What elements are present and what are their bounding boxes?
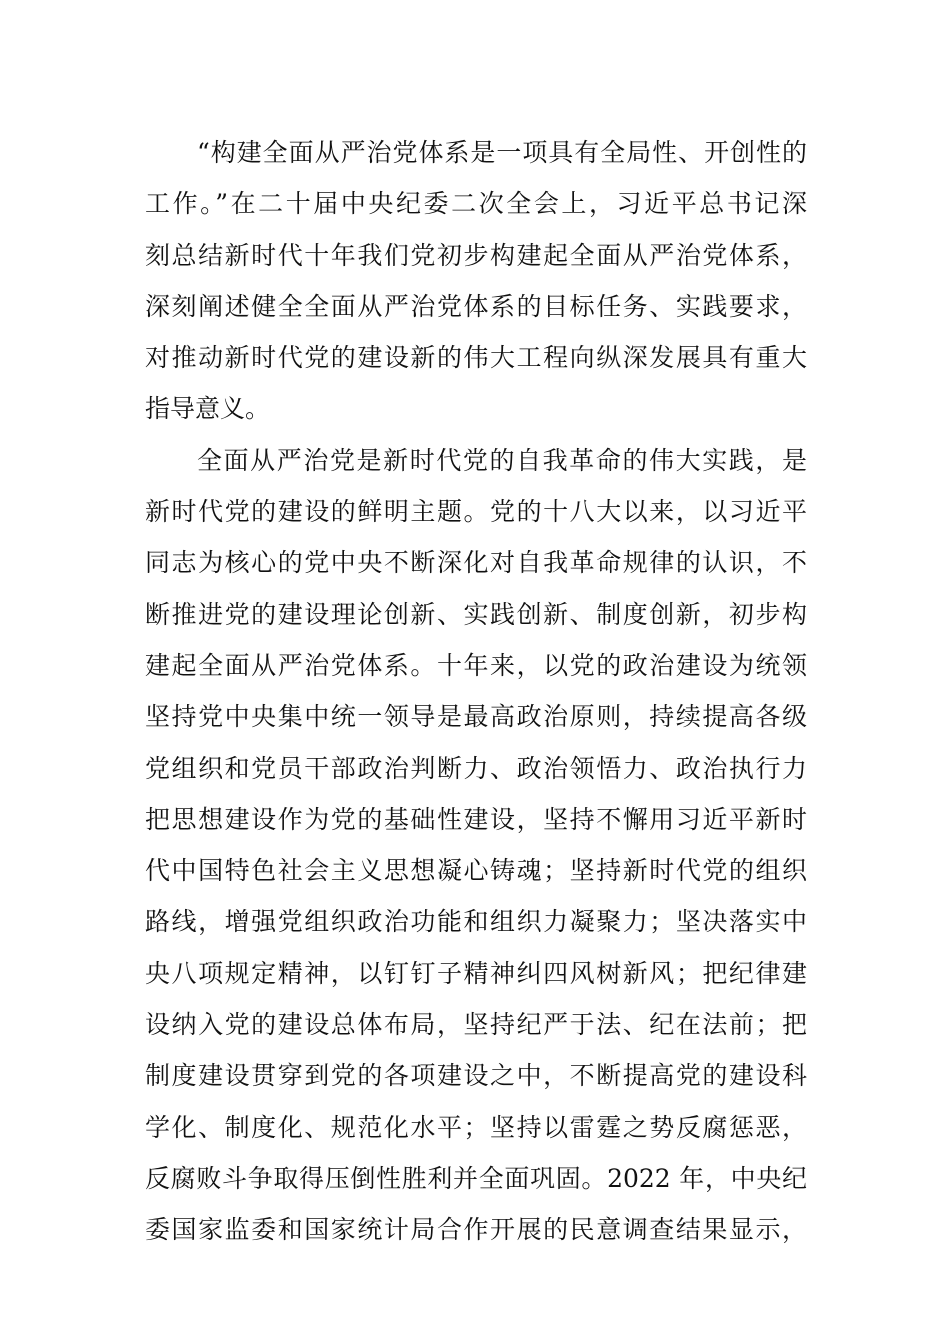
paragraph-2-line-16: 委国家监委和国家统计局合作开展的民意调查结果显示，	[145, 1215, 807, 1245]
paragraph-2-line-1: 全面从严治党是新时代党的自我革命的伟大实践，是	[197, 445, 807, 475]
paragraph-1-line-4: 深刻阐述健全全面从严治党体系的目标任务、实践要求，	[145, 291, 807, 321]
paragraph-2-line-11: 央八项规定精神，以钉钉子精神纠四风树新风；把纪律建	[145, 958, 807, 988]
paragraph-2-line-4: 断推进党的建设理论创新、实践创新、制度创新，初步构	[145, 599, 807, 629]
paragraph-1-line-3: 刻总结新时代十年我们党初步构建起全面从严治党体系，	[145, 240, 807, 270]
paragraph-2-line-12: 设纳入党的建设总体布局，坚持纪严于法、纪在法前；把	[145, 1010, 807, 1040]
paragraph-1-line-6: 指导意义。	[145, 394, 271, 424]
paragraph-2-line-7: 党组织和党员干部政治判断力、政治领悟力、政治执行力	[145, 753, 807, 783]
paragraph-2-line-9: 代中国特色社会主义思想凝心铸魂；坚持新时代党的组织	[145, 856, 807, 886]
document-body	[145, 127, 807, 1256]
paragraph-2-line-2: 新时代党的建设的鲜明主题。党的十八大以来，以习近平	[145, 497, 807, 527]
paragraph-2-line-15: 反腐败斗争取得压倒性胜利并全面巩固。2022 年，中央纪	[145, 1163, 807, 1193]
paragraph-1-line-2: 工作。”在二十届中央纪委二次全会上，习近平总书记深	[145, 189, 807, 219]
paragraph-1-line-5: 对推动新时代党的建设新的伟大工程向纵深发展具有重大	[145, 343, 807, 373]
paragraph-2-line-3: 同志为核心的党中央不断深化对自我革命规律的认识，不	[145, 548, 807, 578]
paragraph-2-line-10: 路线，增强党组织政治功能和组织力凝聚力；坚决落实中	[145, 907, 807, 937]
paragraph-2-line-14: 学化、制度化、规范化水平；坚持以雷霆之势反腐惩恶，	[145, 1112, 807, 1142]
paragraph-2-line-5: 建起全面从严治党体系。十年来，以党的政治建设为统领	[145, 650, 807, 680]
paragraph-2-line-6: 坚持党中央集中统一领导是最高政治原则，持续提高各级	[145, 702, 807, 732]
paragraph-1-line-1: “构建全面从严治党体系是一项具有全局性、开创性的	[197, 138, 807, 167]
paragraph-2-line-13: 制度建设贯穿到党的各项建设之中，不断提高党的建设科	[145, 1061, 807, 1091]
paragraph-2-line-8: 把思想建设作为党的基础性建设，坚持不懈用习近平新时	[145, 804, 807, 834]
